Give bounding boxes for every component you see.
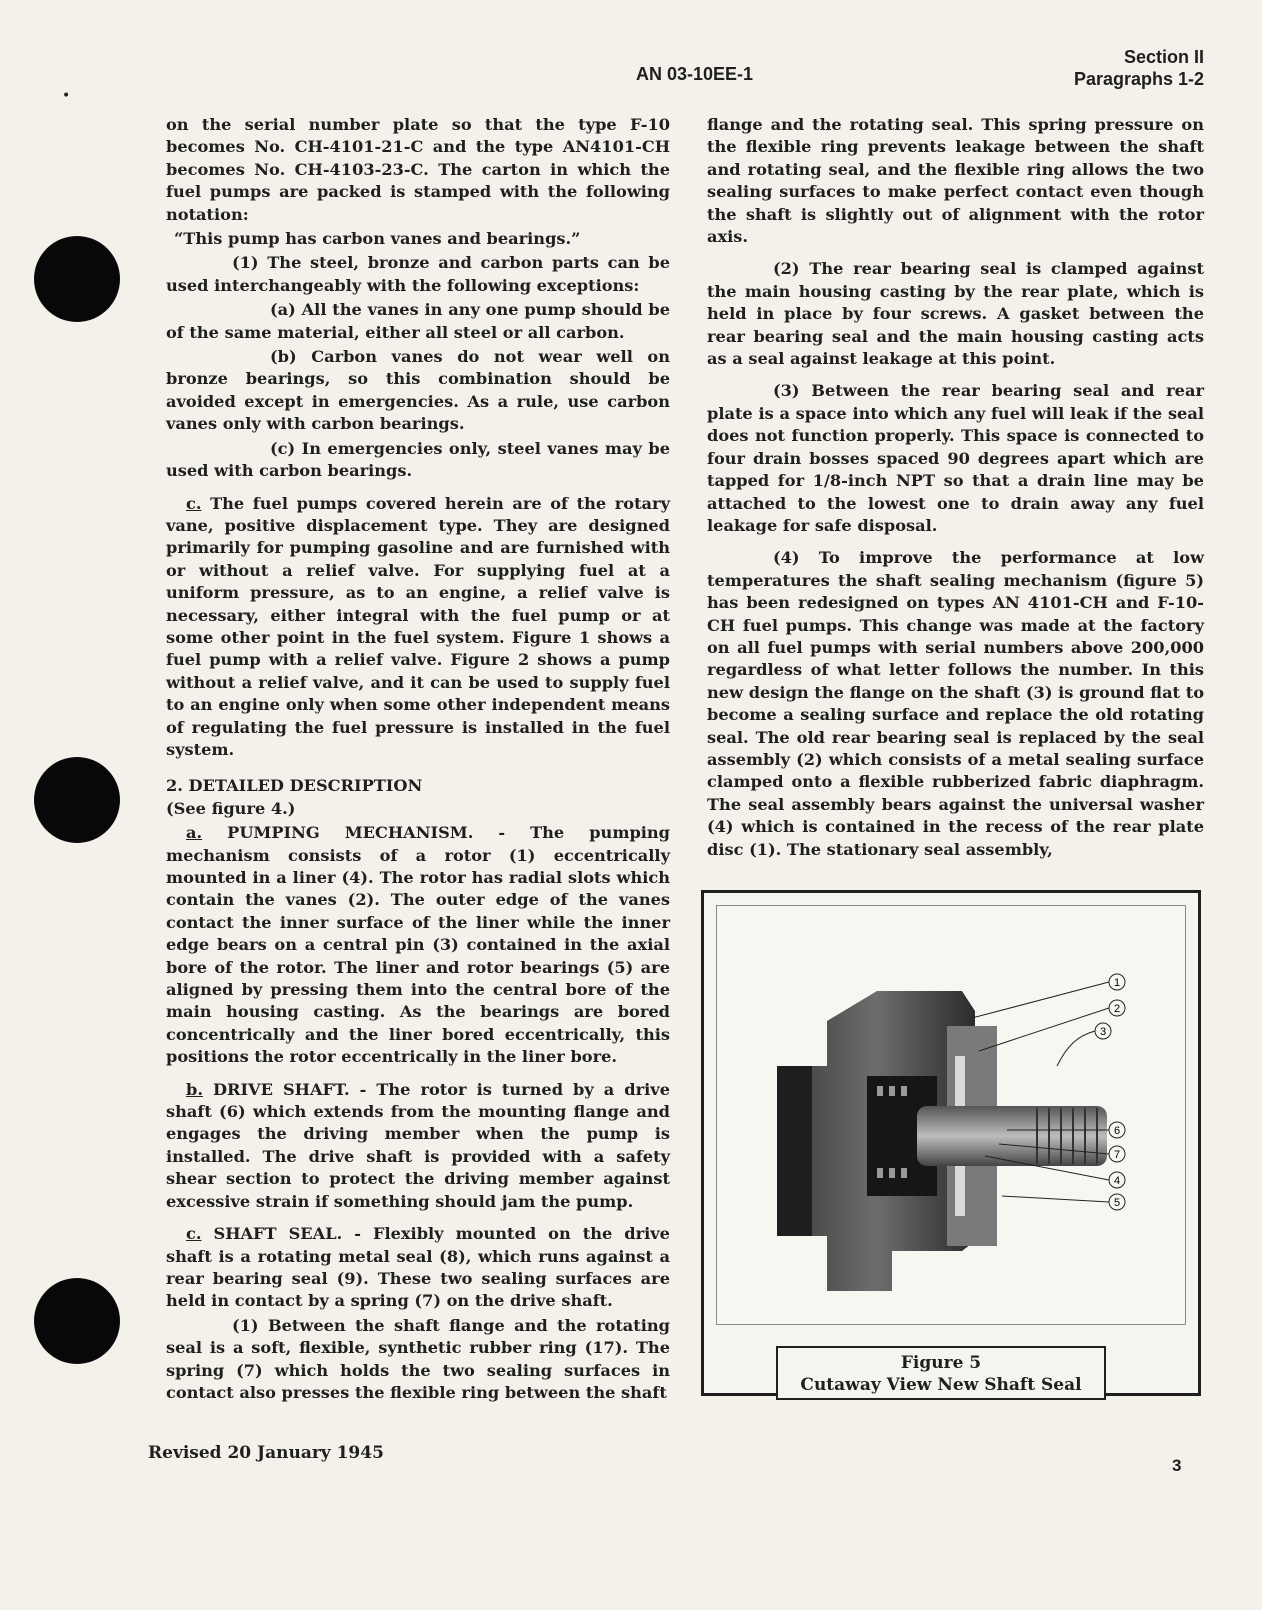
paragraph: on the serial number plate so that the type F-10 becomes No. CH-4101-21-C and the type AN4101-CH becomes No. CH-4103-23-C. The carton in which the fuel pumps are packed is stamped with the following notation: — [166, 115, 670, 224]
paragraphs-label: Paragraphs 1-2 — [1073, 69, 1204, 89]
paragraph: (1) The steel, bronze and carbon parts can be used interchangeably with the following exceptions: — [166, 253, 670, 295]
paragraph: (a) All the vanes in any one pump should be of the same material, either all steel or all carbon. — [166, 300, 670, 342]
drive-shaft — [917, 1106, 1107, 1166]
right-column — [707, 114, 1204, 871]
paragraph: (b) Carbon vanes do not wear well on bronze bearings, so this combination should be avoided except in emergencies. As a rule, use carbon vanes only with carbon bearings. — [166, 347, 670, 434]
quoted-notation: “This pump has carbon vanes and bearings.” — [174, 229, 581, 249]
paragraph-letter: a. — [186, 823, 203, 843]
housing-left-band — [777, 1066, 812, 1236]
paragraph-letter: c. — [186, 1224, 202, 1244]
figure-caption-number: Figure 5 — [900, 1353, 982, 1373]
callout-3: 3 — [1099, 1026, 1107, 1038]
paragraph — [166, 1079, 670, 1213]
document-number: AN 03-10EE-1 — [636, 64, 754, 84]
section-label: Section II — [1123, 47, 1204, 67]
figure-photo-area — [716, 905, 1186, 1325]
page-number: 3 — [1172, 1456, 1182, 1475]
paragraph-title: SHAFT SEAL. — [201, 1224, 343, 1244]
paragraph-letter: c. — [186, 493, 202, 513]
paragraph-letter: b. — [186, 1079, 203, 1099]
callout-1: 1 — [1113, 977, 1121, 989]
callout-5: 5 — [1113, 1197, 1121, 1209]
figure-5 — [701, 890, 1201, 1396]
paragraph: (c) In emergencies only, steel vanes may be used with carbon bearings. — [166, 438, 670, 481]
paragraph — [166, 822, 670, 1068]
paragraph: flange and the rotating seal. This spring pressure on the flexible ring prevents leakage between the shaft and rotating seal, and the flexible ring allows the two sealing surfaces to make perfect contact even though the shaft is slightly out of alignment with the rotor axis. — [707, 115, 1204, 247]
bolt-row-top — [877, 1086, 907, 1096]
margin-mark: • — [62, 88, 71, 104]
left-column — [166, 114, 670, 1406]
paragraph-body: - Flexibly mounted on the drive shaft is a rotating metal seal (8), which runs against a rear bearing seal (9). These two sealing surfaces are held in contact by a spring (7) on the drive shaft. — [166, 1224, 670, 1311]
section-subheading: (See figure 4.) — [166, 798, 296, 818]
paragraph-title: DRIVE SHAFT. — [202, 1079, 350, 1099]
callout-7: 7 — [1113, 1149, 1121, 1161]
callout-4: 4 — [1113, 1175, 1121, 1187]
paragraph: (3) Between the rear bearing seal and rear plate is a space into which any fuel will leak if the seal does not function properly. This space is connected to four drain bosses spaced 90 degrees apart which are tapped for 1/8-inch NPT so that a drain line may be attached to the lowest one to drain away any fuel leakage for safe disposal. — [707, 381, 1204, 535]
figure-caption — [776, 1346, 1106, 1400]
paragraph: (1) Between the shaft flange and the rotating seal is a soft, flexible, synthetic rubber ring (17). The spring (7) which holds the two sealing surfaces in contact also presses the flexible ring between the shaft — [166, 1315, 670, 1402]
paragraph — [166, 493, 670, 762]
paragraph: (4) To improve the performance at low temperatures the shaft sealing mechanism (figure 5) has been redesigned on types AN 4101-CH and F-10-CH fuel pumps. This change was made at the factory on all fuel pumps with serial numbers above 200,000 regardless of what letter follows the number. In this new design the flange on the shaft (3) is ground flat to become a sealing surface and replace the old rotating seal. The old rear bearing seal is replaced by the seal assembly (2) which consists of a metal sealing surface clamped onto a flexible rubberized fabric diaphragm. The seal assembly bears against the universal washer (4) which is contained in the recess of the rear plate disc (1). The stationary seal assembly, — [707, 548, 1204, 859]
paragraph-title: PUMPING MECHANISM. — [202, 823, 474, 843]
section-heading: 2. DETAILED DESCRIPTION — [166, 776, 423, 796]
cutaway-photo — [717, 906, 1185, 1324]
paragraph-body: - The rotor is turned by a drive shaft (6) which extends from the mounting flange and engages the driving member when the pump is installed. The drive shaft is provided with a safety shear section to protect the driving member against excessive strain if something should jam the pump. — [166, 1079, 670, 1211]
callout-6: 6 — [1113, 1125, 1121, 1137]
punch-hole-middle — [34, 757, 120, 843]
callout-2: 2 — [1113, 1003, 1121, 1015]
paragraph — [166, 1223, 670, 1313]
callout-labels — [1095, 974, 1125, 1210]
paragraph-body: The fuel pumps covered herein are of the rotary vane, positive displacement type. They are designed primarily for pumping gasoline and are furnished with or without a relief valve. For supplying fuel at a uniform pressure, as to an engine, a relief valve is necessary, either integral with the fuel pump or at some other point in the fuel system. Figure 1 shows a fuel pump with a relief valve. Figure 2 shows a pump without a relief valve, and it can be used to supply fuel to an engine only when some other independent means of regulating the fuel pressure is installed in the fuel system. — [166, 493, 670, 759]
figure-caption-title: Cutaway View New Shaft Seal — [800, 1375, 1082, 1395]
bolt-row-bottom — [877, 1168, 907, 1178]
punch-hole-bottom — [34, 1278, 120, 1364]
punch-hole-top — [34, 236, 120, 322]
section-header — [1074, 46, 1204, 90]
paragraph-body: - The pumping mechanism consists of a rotor (1) eccentrically mounted in a liner (4). The rotor has radial slots which contain the vanes (2). The outer edge of the vanes contact the inner surface of the liner while the inner edge bears on a central pin (3) contained in the axial bore of the rotor. The liner and rotor bearings (5) are aligned by pressing them into the central bore of the main housing casting. As the bearings are bored concentrically and the liner bored eccentrically, this positions the rotor eccentrically in the liner bore. — [166, 823, 670, 1067]
paragraph: (2) The rear bearing seal is clamped against the main housing casting by the rear plate, which is held in place by four screws. A gasket between the rear bearing seal and the main housing casting acts as a seal against leakage at this point. — [707, 259, 1204, 369]
revision-date: Revised 20 January 1945 — [148, 1443, 384, 1463]
